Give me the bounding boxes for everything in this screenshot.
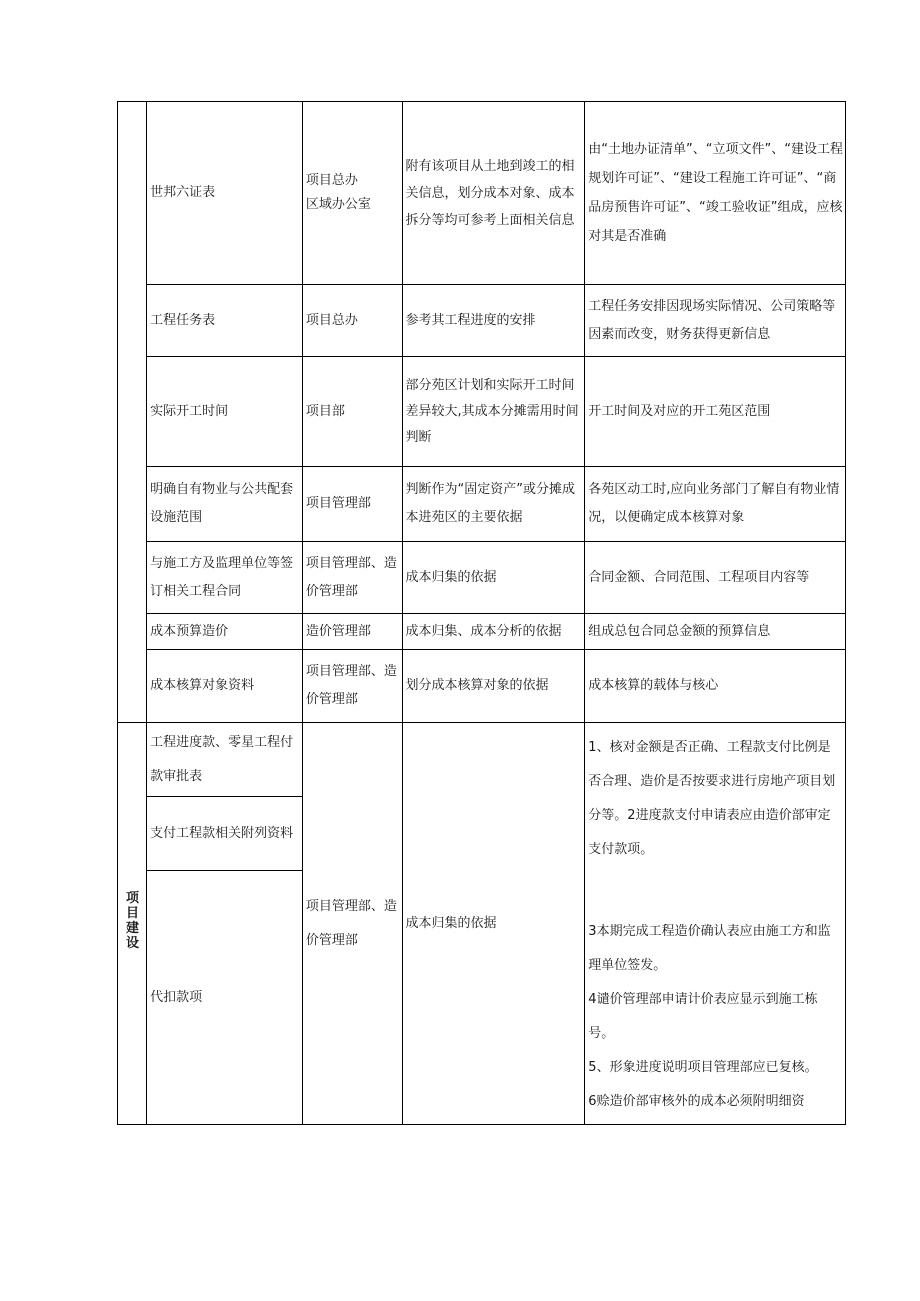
item-name: 工程进度款、零星工程付款审批表 <box>147 723 303 797</box>
item-name: 支付工程款相关附列资料 <box>147 797 303 871</box>
cost-data-table <box>117 101 846 1125</box>
table-row <box>118 614 846 650</box>
responsible-dept: 造价管理部 <box>302 614 402 650</box>
check-point-4: 4谴价管理部申请计价表应显示到施工栋号。 <box>588 992 818 1041</box>
check-points <box>585 723 846 1125</box>
check-points: 组成总包合同总金额的预算信息 <box>585 614 846 650</box>
check-points: 各苑区动工时,应向业务部门了解自有物业情况，以便确定成本核算对象 <box>585 467 846 542</box>
check-points: 成本核算的载体与核心 <box>585 650 846 723</box>
responsible-dept: 项目管理部、造价管理部 <box>302 650 402 723</box>
check-point-6: 6赊造价部审核外的成本必须附明细资 <box>588 1094 805 1109</box>
table-row <box>118 542 846 614</box>
responsible-dept: 项目部 <box>302 357 402 467</box>
check-point-3: 3本期完成工程造价确认表应由施工方和监理单位签发。 <box>588 924 831 973</box>
responsible-dept: 项目管理部 <box>302 467 402 542</box>
responsible-dept: 项目管理部、造价管理部 <box>302 542 402 614</box>
table-row <box>118 723 846 797</box>
check-points: 开工时间及对应的开工苑区范围 <box>585 357 846 467</box>
usage-note: 成本归集的依据 <box>402 542 585 614</box>
table-row <box>118 650 846 723</box>
usage-note: 参考其工程进度的安排 <box>402 285 585 357</box>
item-name: 与施工方及监理单位等签订相关工程合同 <box>147 542 303 614</box>
responsible-dept: 项目管理部、造价管理部 <box>302 723 402 1125</box>
table-row <box>118 357 846 467</box>
usage-note: 成本归集的依据 <box>402 723 585 1125</box>
category-cell <box>118 723 147 1125</box>
usage-note: 划分成本核算对象的依据 <box>402 650 585 723</box>
check-point-1: 1、核对金额是否正确、工程款支付比例是否合理、造价是否按要求进行房地产项目划分等。2进度款支付申请表应由造价部审定支付款项。 <box>588 740 836 857</box>
table-row <box>118 102 846 285</box>
check-point-5: 5、形象进度说明项目管理部应已复核。 <box>588 1060 818 1075</box>
dept-line: 项目总办 区域办公室 <box>305 173 371 212</box>
item-name: 代扣款项 <box>147 871 303 1125</box>
category-label: 项目建设 <box>126 891 140 951</box>
usage-note: 部分苑区计划和实际开工时间差异较大,其成本分摊需用时间判断 <box>402 357 585 467</box>
table-row <box>118 285 846 357</box>
item-name: 实际开工时间 <box>147 357 303 467</box>
item-name: 世邦六证表 <box>147 102 303 285</box>
usage-note: 成本归集、成本分析的依据 <box>402 614 585 650</box>
item-name: 成本核算对象资料 <box>147 650 303 723</box>
usage-note: 判断作为“固定资产”或分摊成本进苑区的主要依据 <box>402 467 585 542</box>
check-points: 合同金额、合同范围、工程项目内容等 <box>585 542 846 614</box>
check-points: 由“土地办证清单”、“立项文件”、“建设工程规划许可证”、“建设工程施工许可证”、“商品房预售许可证”、“竣工验收证”组成，应核对其是否准确 <box>585 102 846 285</box>
responsible-dept: 项目总办 <box>302 285 402 357</box>
check-points: 工程任务安排因现场实际情况、公司策略等因素而改变，财务获得更新信息 <box>585 285 846 357</box>
table-row <box>118 467 846 542</box>
item-name: 明确自有物业与公共配套设施范围 <box>147 467 303 542</box>
usage-note: 附有该项目从土地到竣工的相关信息，划分成本对象、成本拆分等均可参考上面相关信息 <box>402 102 585 285</box>
category-cell-blank <box>118 102 147 723</box>
item-name: 工程任务表 <box>147 285 303 357</box>
responsible-dept <box>302 102 402 285</box>
item-name: 成本预算造价 <box>147 614 303 650</box>
